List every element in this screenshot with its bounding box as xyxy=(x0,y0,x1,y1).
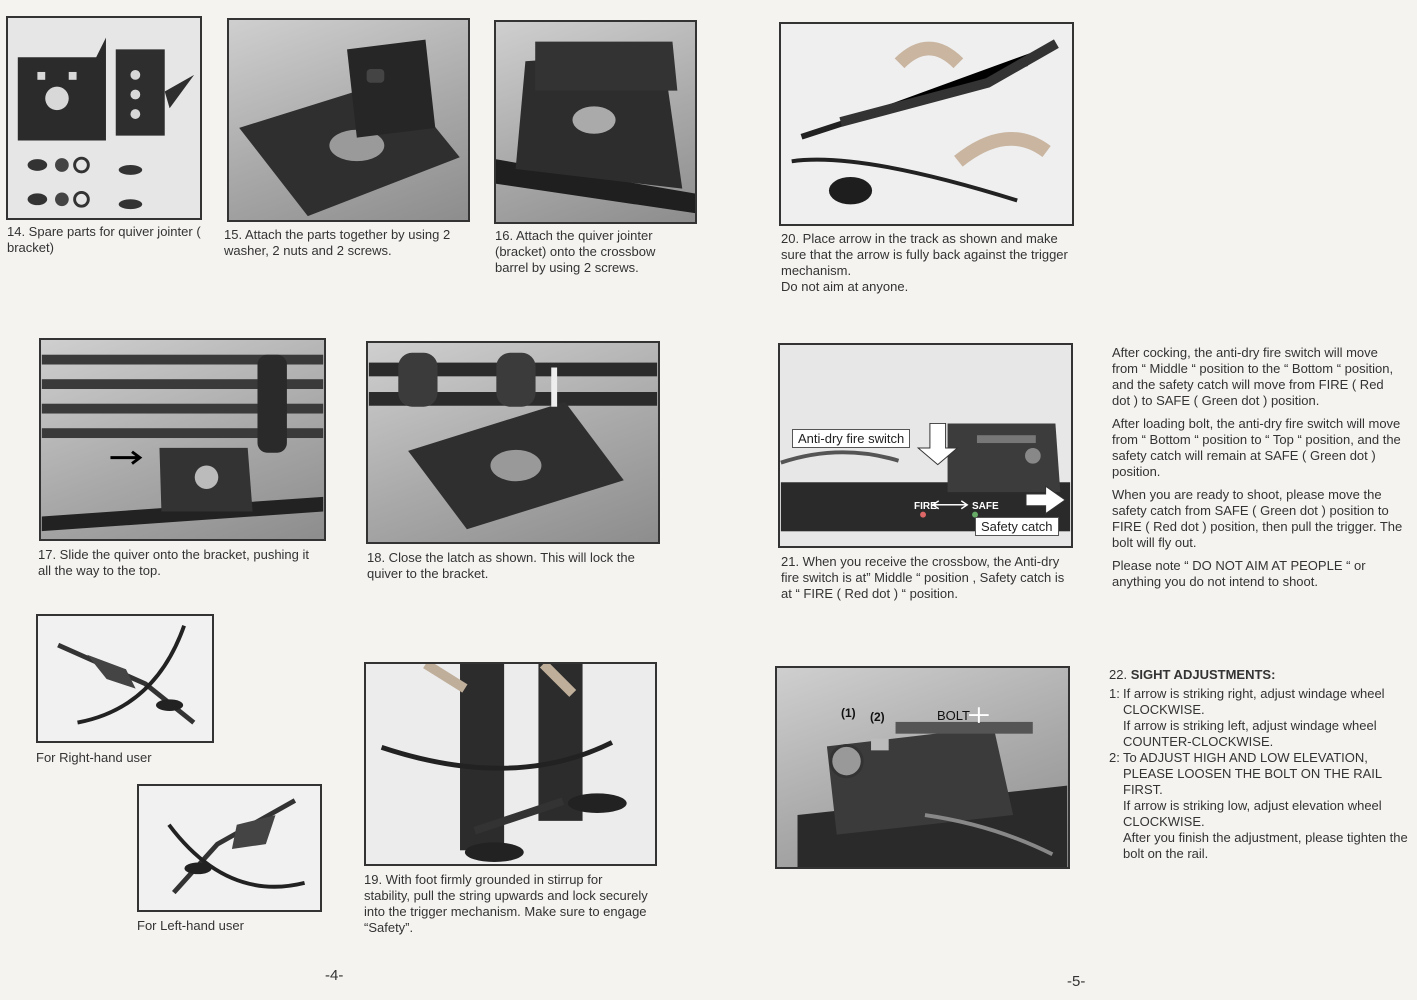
photo-step-14 xyxy=(6,16,202,220)
caption-step-20 xyxy=(781,231,1071,295)
caption-step-16: 16. Attach the quiver jointer (bracket) onto the crossbow barrel by using 2 screws. xyxy=(495,228,656,275)
label-safety-catch: Safety catch xyxy=(975,517,1059,536)
photo-step-22 xyxy=(775,666,1070,869)
instruction-ready-to-shoot: When you are ready to shoot, please move the safety catch from SAFE ( Green dot ) position to FIRE ( Red dot ) position, then pull the trigger. The bolt will fly out. xyxy=(1112,487,1403,550)
caption-step-17: 17. Slide the quiver onto the bracket, pushing it all the way to the top. xyxy=(38,547,310,578)
label-left-hand-user: For Left-hand user xyxy=(137,918,244,933)
photo-step-21 xyxy=(778,343,1073,548)
label-right-hand-user: For Right-hand user xyxy=(36,750,152,765)
sight-item-1: 1: If arrow is striking right, adjust windage wheel CLOCKWISE. xyxy=(1109,686,1385,717)
photo-step-16 xyxy=(494,20,697,224)
label-anti-dry-fire-switch: Anti-dry fire switch xyxy=(792,429,910,448)
page-number-right: -5- xyxy=(1067,973,1086,990)
sight-heading: 22. SIGHT ADJUSTMENTS: xyxy=(1109,667,1276,682)
safety-instructions xyxy=(1112,345,1404,597)
label-sight-1: (1) xyxy=(841,706,856,720)
photo-step-15 xyxy=(227,18,470,222)
page-number-left: -4- xyxy=(325,967,344,984)
sight-item-2c: After you finish the adjustment, please tighten the bolt on the rail. xyxy=(1123,830,1408,861)
photo-step-20 xyxy=(779,22,1074,226)
caption-step-15: 15. Attach the parts together by using 2 washer, 2 nuts and 2 screws. xyxy=(224,227,451,258)
step-20-warning: Do not aim at anyone. xyxy=(781,279,909,294)
caption-step-14: 14. Spare parts for quiver jointer ( bracket) xyxy=(7,224,201,255)
instruction-after-cocking: After cocking, the anti-dry fire switch will move from “ Middle “ position to the “ Bottom “ position, and the safety catch will move from FIRE ( Red dot ) to SAFE ( Green dot ) position. xyxy=(1112,345,1394,408)
label-fire: FIRE xyxy=(914,501,937,512)
instruction-after-loading: After loading bolt, the anti-dry fire switch will move from “ Bottom “ position to “ Top “ position, and the safety catch will remain at SAFE ( Green dot ) position. xyxy=(1112,416,1401,479)
label-sight-2: (2) xyxy=(870,710,885,724)
photo-left-hand-user xyxy=(137,784,322,912)
instruction-note: Please note “ DO NOT AIM AT PEOPLE “ or anything you do not intend to shoot. xyxy=(1112,558,1366,589)
photo-right-hand-user xyxy=(36,614,214,743)
photo-step-19 xyxy=(364,662,657,866)
caption-step-18: 18. Close the latch as shown. This will lock the quiver to the bracket. xyxy=(367,550,635,581)
sight-item-1b: If arrow is striking left, adjust windage wheel COUNTER-CLOCKWISE. xyxy=(1123,718,1377,749)
label-safe: SAFE xyxy=(972,501,999,512)
sight-adjustments xyxy=(1109,667,1409,862)
step-20-text: 20. Place arrow in the track as shown and make sure that the arrow is fully back against the trigger mechanism. xyxy=(781,231,1068,278)
photo-step-18 xyxy=(366,341,660,544)
sight-item-2b: If arrow is striking low, adjust elevation wheel CLOCKWISE. xyxy=(1123,798,1382,829)
sight-item-2: 2: To ADJUST HIGH AND LOW ELEVATION, PLEASE LOOSEN THE BOLT ON THE RAIL FIRST. xyxy=(1109,750,1382,797)
label-bolt: BOLT xyxy=(937,708,970,723)
caption-step-19: 19. With foot firmly grounded in stirrup for stability, pull the string upwards and lock securely into the trigger mechanism. Make sure to engage “Safety”. xyxy=(364,872,648,935)
photo-step-17 xyxy=(39,338,326,541)
caption-step-21: 21. When you receive the crossbow, the Anti-dry fire switch is at” Middle “ position , Safety catch is at “ FIRE ( Red dot ) “ position. xyxy=(781,554,1065,601)
